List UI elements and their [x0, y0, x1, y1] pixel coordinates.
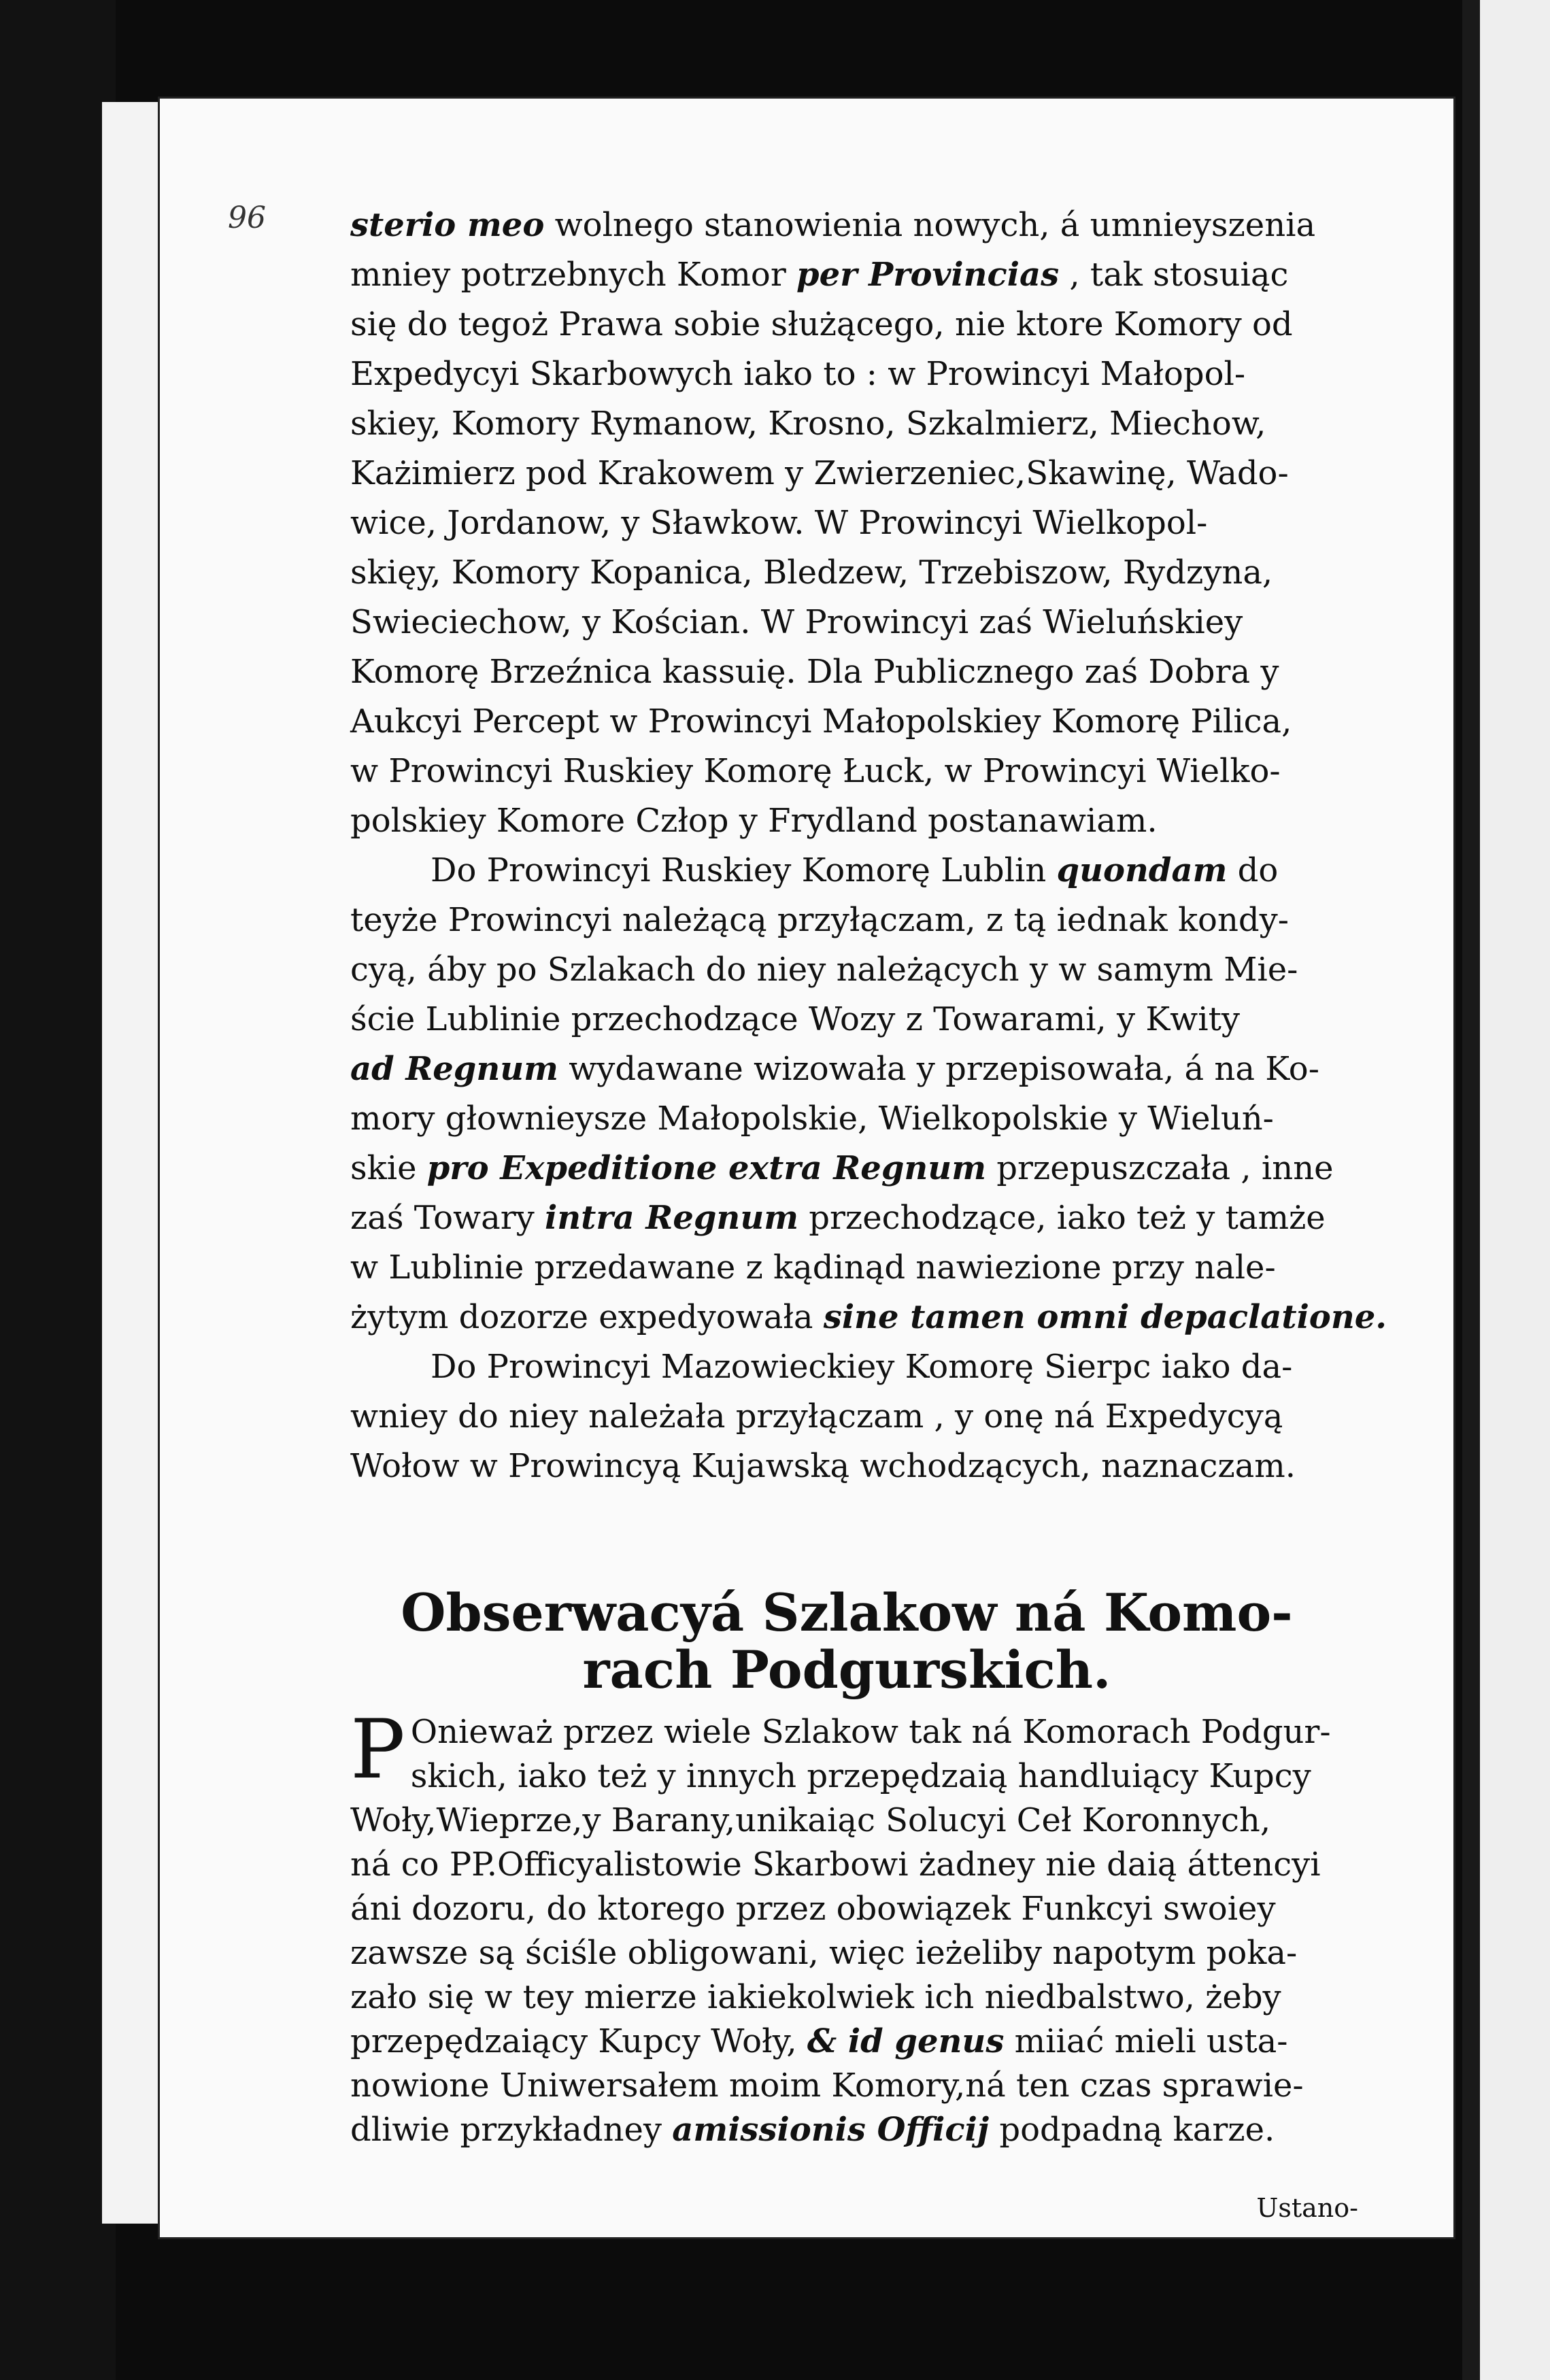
text-line — [350, 1392, 1343, 1442]
text-run: skich, iako też y innych przepędzaią handluiący Kupcy — [410, 1757, 1311, 1795]
heading-line-1: Obserwacyá Szlakow ná Komo- — [401, 1582, 1293, 1643]
text-run: Onieważ przez wiele Szlakow tak ná Komorach Podgur- — [410, 1713, 1331, 1751]
text-run: skięy, Komory Kopanica, Bledzew, Trzebiszow, Rydzyna, — [350, 554, 1273, 592]
italic-phrase: pro Expeditione extra Regnum — [426, 1149, 986, 1187]
page-number: 96 — [228, 201, 266, 235]
paragraph-3 — [350, 1342, 1343, 1491]
text-run: do — [1227, 851, 1279, 889]
text-line — [350, 1094, 1343, 1144]
italic-phrase: sterio meo — [350, 206, 545, 244]
text-run: Swieciechow, y Kościan. W Prowincyi zaś Wieluńskiey — [350, 603, 1243, 641]
text-run: Expedycyi Skarbowych iako to : w Prowincyi Małopol- — [350, 355, 1246, 393]
italic-phrase: ad Regnum — [350, 1050, 558, 1088]
text-run: wice, Jordanow, y Sławkow. W Prowincyi Wielkopol- — [350, 504, 1208, 542]
text-line — [350, 1843, 1343, 1887]
text-run: wydawane wizowała y przepisowała, á na Ko- — [558, 1050, 1319, 1088]
text-line — [350, 1975, 1343, 2020]
text-line — [350, 2108, 1343, 2152]
text-run: ná co PP.Officyalistowie Skarbowi żadney nie daią áttencyi — [350, 1846, 1321, 1884]
text-line — [350, 1193, 1343, 1243]
text-run: cyą, áby po Szlakach do niey należących y w samym Mie- — [350, 951, 1298, 989]
text-run: w Prowincyi Ruskiey Komorę Łuck, w Prowincyi Wielko- — [350, 752, 1281, 790]
text-line — [350, 1887, 1343, 1931]
text-run: skiey, Komory Rymanow, Krosno, Szkalmierz, Miechow, — [350, 405, 1266, 443]
heading-line-2: rach Podgurskich. — [582, 1639, 1111, 1700]
text-run: mory głownieysze Małopolskie, Wielkopolskie y Wieluń- — [350, 1100, 1274, 1138]
paragraph-4 — [350, 1703, 1343, 2152]
text-line — [350, 1799, 1343, 1843]
text-run: , tak stosuiąc — [1059, 256, 1289, 294]
text-run: zaś Towary — [350, 1199, 545, 1237]
text-line — [350, 1342, 1343, 1392]
text-line — [350, 896, 1343, 945]
text-line — [350, 300, 1343, 350]
drop-capital: P — [350, 1703, 405, 1797]
catchword: Ustano- — [1256, 2193, 1358, 2223]
text-line — [350, 1442, 1343, 1491]
italic-phrase: per Provincias — [796, 256, 1060, 294]
text-line — [350, 697, 1343, 747]
text-line — [350, 399, 1343, 449]
text-run: Wołow w Prowincyą Kujawską wchodzących, naznaczam. — [350, 1447, 1296, 1485]
text-line — [350, 1144, 1343, 1193]
text-run: dliwie przykładney — [350, 2111, 673, 2149]
text-run: Do Prowincyi Ruskiey Komorę Lublin — [431, 851, 1057, 889]
paragraph-2 — [350, 846, 1387, 1342]
text-line — [350, 1710, 1343, 1754]
text-block — [350, 201, 1387, 1491]
text-run: ście Lublinie przechodzące Wozy z Towarami, y Kwity — [350, 1000, 1241, 1038]
text-line — [350, 2064, 1343, 2108]
text-line — [350, 846, 1343, 896]
text-run: się do tegoż Prawa sobie służącego, nie ktore Komory od — [350, 305, 1293, 343]
text-line — [350, 1243, 1343, 1293]
text-line — [350, 548, 1343, 598]
text-run: podpadną karze. — [989, 2111, 1275, 2149]
scan-right-edge — [1462, 0, 1550, 2380]
text-line — [350, 201, 1343, 250]
paragraph-4-lines — [350, 1703, 1343, 2152]
paragraph-1 — [350, 201, 1343, 846]
text-line — [350, 945, 1343, 995]
text-line — [350, 2020, 1343, 2064]
text-line — [350, 350, 1343, 399]
text-run: zało się w tey mierze iakiekolwiek ich niedbalstwo, żeby — [350, 1978, 1281, 2016]
text-run: przechodzące, iako też y tamże — [798, 1199, 1326, 1237]
text-run: Woły,Wieprze,y Barany,unikaiąc Solucyi Ceł Koronnych, — [350, 1801, 1271, 1839]
text-run: polskiey Komore Człop y Frydland postanawiam. — [350, 802, 1158, 840]
text-run: Aukcyi Percept w Prowincyi Małopolskiey Komorę Pilica, — [350, 702, 1292, 741]
italic-phrase: sine tamen omni depaclatione. — [823, 1298, 1387, 1336]
text-run: áni dozoru, do ktorego przez obowiązek Funkcyi swoiey — [350, 1890, 1276, 1928]
text-run: wniey do niey należała przyłączam , y onę ná Expedycyą — [350, 1397, 1283, 1435]
text-run: zawsze są ściśle obligowani, więc ieżeliby napotym poka- — [350, 1934, 1298, 1972]
text-run: przepędzaiący Kupcy Woły, — [350, 2022, 807, 2060]
text-line — [350, 1931, 1343, 1975]
text-line — [350, 598, 1343, 647]
scan-left-margin — [0, 0, 116, 2380]
text-run: żytym dozorze expedyowała — [350, 1298, 824, 1336]
text-line — [350, 995, 1343, 1044]
text-run: przepuszczała , inne — [986, 1149, 1334, 1187]
text-run: Każimierz pod Krakowem y Zwierzeniec,Skawinę, Wado- — [350, 454, 1289, 492]
text-run: Komorę Brzeźnica kassuię. Dla Publicznego zaś Dobra y — [350, 653, 1279, 691]
italic-phrase: quondam — [1056, 851, 1228, 889]
section-heading — [350, 1584, 1343, 1699]
text-line — [350, 449, 1343, 498]
text-run: teyże Prowincyi należącą przyłączam, z tą iednak kondy- — [350, 901, 1289, 939]
text-run: nowione Uniwersałem moim Komory,ná ten czas sprawie- — [350, 2067, 1304, 2105]
text-line — [350, 1293, 1387, 1342]
text-line — [350, 796, 1343, 846]
text-run: w Lublinie przedawane z kądinąd nawiezione przy nale- — [350, 1248, 1276, 1287]
italic-phrase: intra Regnum — [545, 1199, 798, 1237]
text-line — [350, 747, 1343, 796]
document-page — [158, 97, 1455, 2239]
text-run: skie — [350, 1149, 427, 1187]
text-line — [350, 1754, 1343, 1799]
text-run: mniey potrzebnych Komor — [350, 256, 797, 294]
text-line — [350, 498, 1343, 548]
italic-phrase: & id genus — [807, 2022, 1005, 2060]
text-run: miiać mieli usta- — [1004, 2022, 1288, 2060]
text-line — [350, 1044, 1343, 1094]
text-run: Do Prowincyi Mazowieckiey Komorę Sierpc iako da- — [431, 1348, 1293, 1386]
text-line — [350, 250, 1343, 300]
text-line — [350, 647, 1343, 697]
italic-phrase: amissionis Officij — [672, 2111, 990, 2149]
text-run: wolnego stanowienia nowych, á umnieyszenia — [544, 206, 1316, 244]
